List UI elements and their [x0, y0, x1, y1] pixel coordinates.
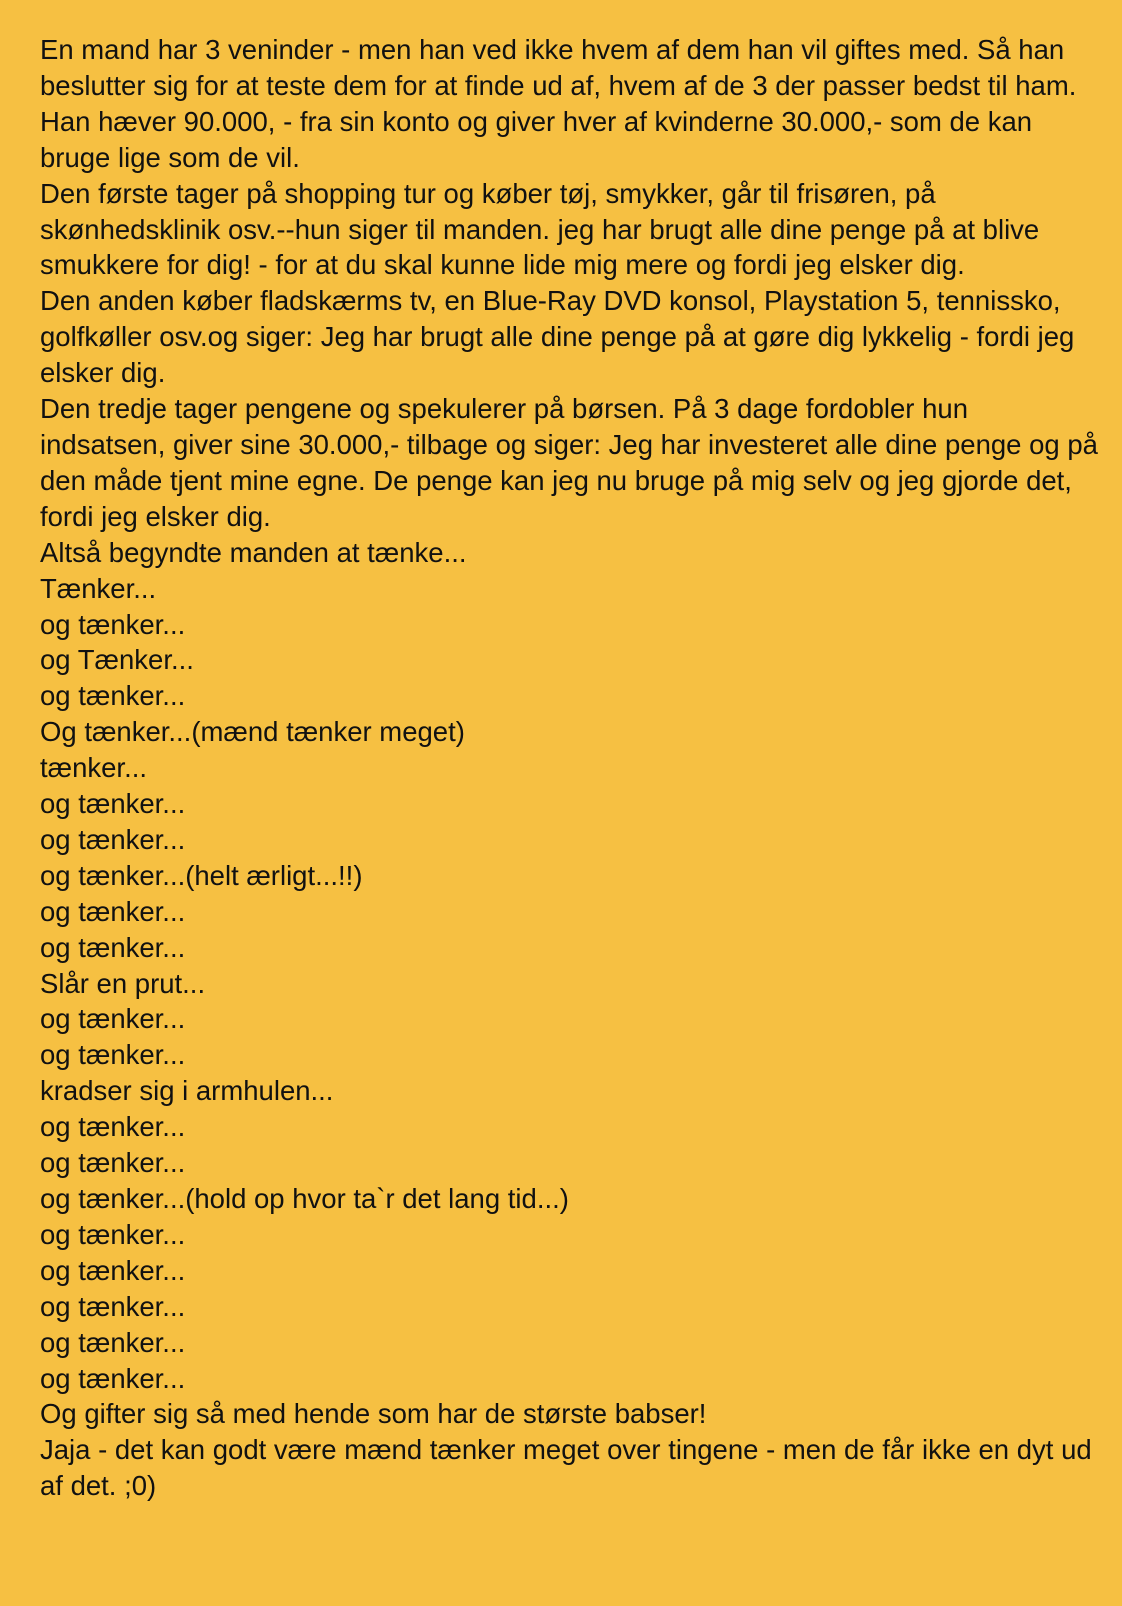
text-line: kradser sig i armhulen...	[40, 1075, 334, 1107]
text-line: Tænker...	[40, 572, 157, 604]
text-line: Altså begyndte manden at tænke...	[40, 536, 467, 568]
text-line: og tænker...(helt ærligt...!!)	[40, 859, 363, 891]
text-line: og tænker...	[40, 1326, 186, 1358]
text-line: og tænker...	[40, 931, 186, 963]
paragraph-closing: Jaja - det kan godt være mænd tænker meget over tingene - men de får ikke en dyt ud af det. ;0)	[40, 1434, 1092, 1502]
text-line: Slår en prut...	[40, 967, 206, 999]
text-line: og tænker...	[40, 1290, 186, 1322]
text-line: og tænker...	[40, 1254, 186, 1286]
text-line: og tænker...	[40, 823, 186, 855]
text-line: og tænker...	[40, 680, 186, 712]
text-line: og tænker...	[40, 1218, 186, 1250]
paragraph-third-woman: Den tredje tager pengene og spekulerer på børsen. På 3 dage fordobler hun indsatsen, giver sine 30.000,- tilbage og siger: Jeg har investeret alle dine penge og på den måde tjent mine egne. De penge kan jeg nu bruge på mig selv og jeg gjorde det, fordi jeg elsker dig.	[40, 393, 1098, 532]
text-line: og tænker...	[40, 608, 186, 640]
text-line: og tænker...	[40, 1147, 186, 1179]
text-line: Og gifter sig så med hende som har de største babser!	[40, 1398, 707, 1430]
paragraph-intro: En mand har 3 veninder - men han ved ikke hvem af dem han vil giftes med. Så han beslutter sig for at teste dem for at finde ud af, hvem af de 3 der passer bedst til ham. Han hæver 90.000, - fra sin konto og giver hver af kvinderne 30.000,- som de kan bruge lige som de vil.	[40, 34, 1077, 173]
text-line: og tænker...	[40, 1111, 186, 1143]
text-line: og tænker...	[40, 1362, 186, 1394]
text-line: og tænker...	[40, 1039, 186, 1071]
text-line: tænker...	[40, 752, 147, 784]
document-body	[40, 32, 1100, 1504]
text-line: og tænker...	[40, 788, 186, 820]
text-line: og Tænker...	[40, 644, 194, 676]
text-line: og tænker...	[40, 895, 186, 927]
paragraph-first-woman: Den første tager på shopping tur og køber tøj, smykker, går til frisøren, på skønhedsklinik osv.--hun siger til manden. jeg har brugt alle dine penge på at blive smukkere for dig! - for at du skal kunne lide mig mere og fordi jeg elsker dig.	[40, 177, 1040, 281]
text-line: og tænker...(hold op hvor ta`r det lang tid...)	[40, 1183, 569, 1214]
paragraph-second-woman: Den anden køber fladskærms tv, en Blue-Ray DVD konsol, Playstation 5, tennissko, golfkøller osv.og siger: Jeg har brugt alle dine penge på at gøre dig lykkelig - fordi jeg elsker dig.	[40, 285, 1075, 389]
text-line: og tænker...	[40, 1003, 186, 1035]
text-line: Og tænker...(mænd tænker meget)	[40, 716, 465, 748]
